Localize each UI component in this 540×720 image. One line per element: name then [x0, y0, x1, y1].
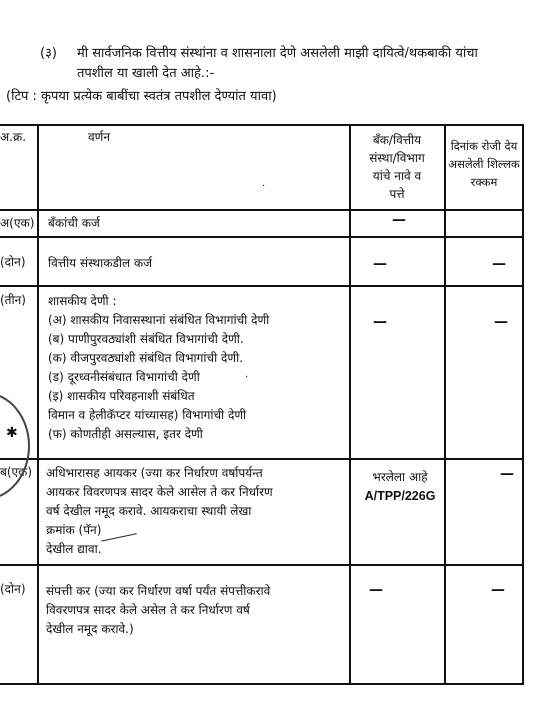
row-2-balance: —: [492, 256, 506, 272]
table-column-rule: [444, 124, 446, 684]
row-3-bank: —: [373, 314, 387, 330]
row-1-bank: —: [392, 212, 406, 228]
row-3-description: शासकीय देणी : (अ) शासकीय निवासस्थानां संबंधित विभागांची देणी (ब) पाणीपुरवठ्यांशी संबंधित विभागांची देणी. (क) वीजपुरवठ्यांशी संबंधित विभागांची देणी. (ड) दूरध्वनीसंबंधात विभागांची देणी (इ) शासकीय परिवहनाशी संबंधित विमान व हेलीकॅप्टर यांच्यासह) विभागांची देणी (फ) कोणतीही असल्यास, इतर देणी: [48, 294, 270, 441]
row-2-sr: (दोन): [0, 255, 26, 269]
row-4-balance: —: [500, 466, 514, 482]
table-column-rule: [349, 124, 351, 684]
row-2-description: वित्तीय संस्थाकडील कर्ज: [48, 256, 153, 270]
row-5-sr: (दोन): [0, 582, 26, 596]
official-seal: [0, 392, 33, 500]
table-column-rule: [522, 124, 524, 684]
row-4-bank: भरलेला आहे A/TPP/226G: [364, 470, 436, 503]
row-4-description: अधिभारासह आयकर (ज्या कर निर्धारण वर्षापर्यन्त आयकर विवरणपत्र सादर केले आसेल ते कर निर्धारण वर्ष देखील नमूद करावे. आयकराचा स्थायी लेखा क्रमांक (पॅन) देखील द्यावा.: [46, 466, 273, 556]
tip-note: (टिप : कृपया प्रत्येक बाबींचा स्वतंत्र तपशील देण्यांत यावा): [6, 89, 277, 104]
scan-speck: ·: [262, 181, 266, 192]
row-1-sr: अ(एक): [0, 216, 35, 230]
header-sr: अ.क्र.: [0, 130, 27, 144]
row-2-bank: —: [373, 256, 387, 272]
row-3-balance: —: [494, 314, 508, 330]
seal-star-icon: ✱: [6, 425, 18, 441]
intro-line-2: तपशील या खाली देत आहे.:-: [77, 66, 215, 81]
header-balance: दिनांक रोजी देय असलेली शिल्लक रक्कम: [448, 139, 520, 189]
row-1-description: बँकांची कर्ज: [48, 216, 100, 230]
intro-line-1: मी सार्वजनिक वित्तीय संस्थांना व शासनाला देणे असलेली माझी दायित्वे/थकबाकी यांचा: [77, 46, 478, 61]
row-4-sr: ब(एक): [0, 465, 33, 479]
section-number: (३): [40, 46, 57, 61]
row-5-bank: —: [369, 582, 383, 598]
scan-speck: ·: [245, 372, 249, 383]
row-3-sr: (तीन): [0, 293, 26, 307]
row-5-balance: —: [491, 582, 505, 598]
header-bank: बँक/वित्तीय संस्था/विभाग यांचे नावे व पत्ते: [369, 133, 425, 201]
table-column-rule: [37, 124, 39, 684]
header-description: वर्णन: [88, 130, 111, 144]
row-5-description: संपत्ती कर (ज्या कर निर्धारण वर्षा पर्यंत संपत्तीकरावे विवरणपत्र सादर केले असेल ते कर निर्धारण वर्ष देखील नमूद करावे.): [46, 584, 271, 636]
